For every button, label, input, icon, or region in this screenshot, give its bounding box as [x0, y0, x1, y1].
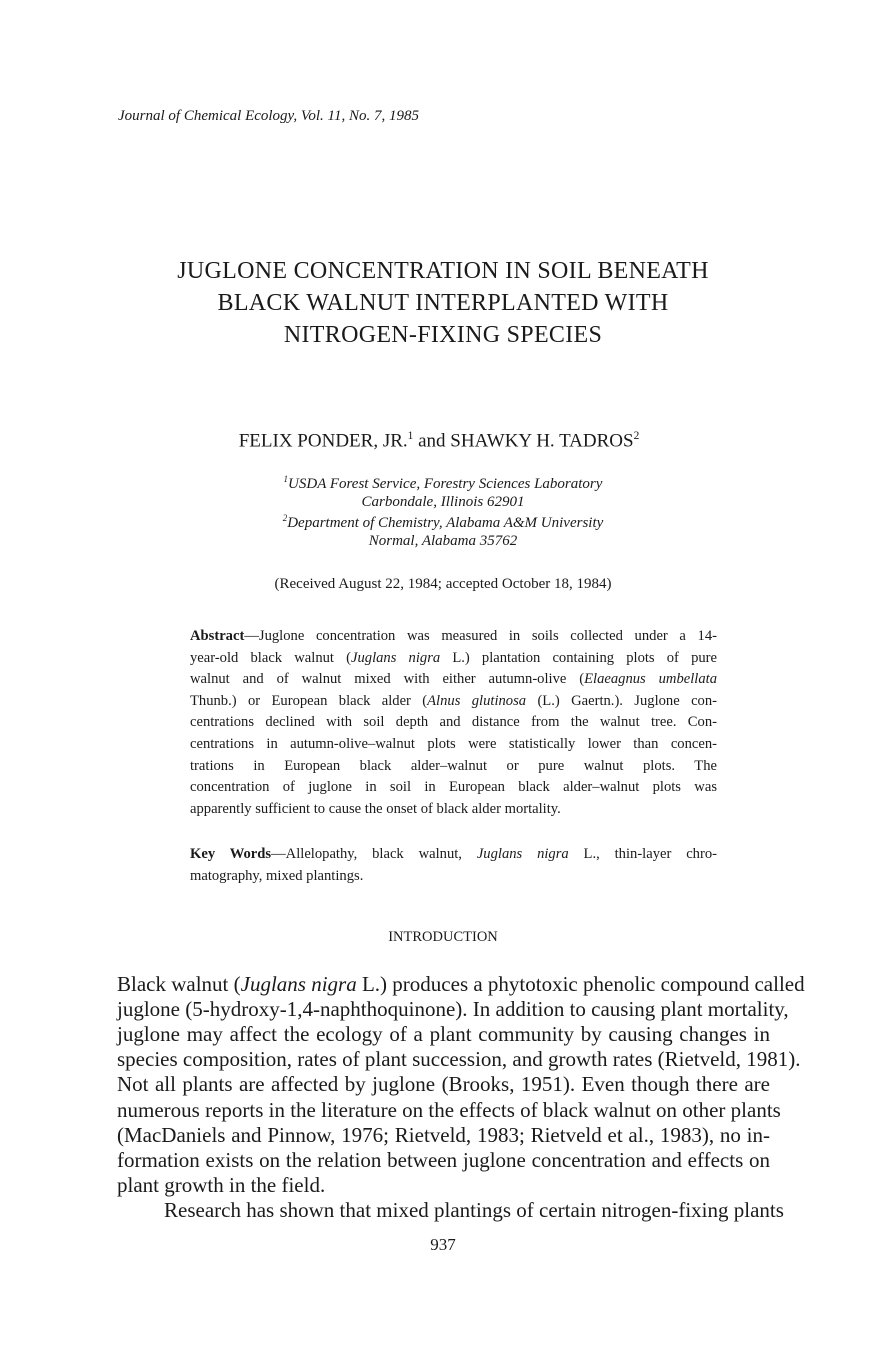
title-line: JUGLONE CONCENTRATION IN SOIL BENEATH	[177, 258, 709, 284]
text-run: Black walnut (	[117, 972, 241, 996]
author-name: SHAWKY H. TADROS	[450, 430, 634, 452]
text-line	[190, 714, 717, 731]
authors	[0, 430, 882, 452]
text-run: juglone may affect the ecology of a plant community by causing changes in	[117, 1022, 770, 1047]
affiliation-line	[0, 533, 886, 550]
text-line	[190, 758, 717, 775]
text-line	[117, 1097, 781, 1123]
received-dates: (Received August 22, 1984; accepted October 18, 1984)	[274, 576, 612, 592]
text-line	[190, 801, 717, 818]
italic-text: Juglans nigra	[240, 972, 357, 996]
text-run: trations in European black alder–walnut or pure walnut plots. The	[190, 757, 717, 774]
text-run: Not all plants are affected by juglone (Brooks, 1951). Even though there are	[117, 1072, 770, 1097]
italic-text: Juglans nigra	[476, 846, 569, 862]
section-heading: INTRODUCTION	[388, 929, 498, 945]
text-line	[190, 693, 717, 710]
text-line	[117, 1173, 770, 1198]
text-line	[117, 1148, 770, 1173]
author-name: FELIX PONDER, JR.	[238, 430, 408, 452]
bold-label: Abstract	[190, 628, 245, 644]
italic-text: Elaeagnus umbellata	[584, 671, 717, 688]
text-line	[190, 628, 717, 645]
text-run: (MacDaniels and Pinnow, 1976; Rietveld, 1983; Rietveld et al., 1983), no in-	[117, 1122, 770, 1147]
affiliation-text: Normal, Alabama 35762	[368, 533, 518, 549]
text-run: juglone (5-hydroxy-1,4-naphthoquinone). In addition to causing plant mortality,	[117, 997, 789, 1022]
text-run: L.) plantation containing plots of pure	[440, 649, 718, 666]
affiliation-text: Department of Chemistry, Alabama A&M University	[287, 515, 604, 531]
author-conjunction: and	[413, 430, 451, 452]
text-run: L.) produces a phytotoxic phenolic compound called	[356, 972, 805, 996]
text-line	[190, 779, 717, 796]
affiliation-line	[0, 513, 886, 532]
text-run: matography, mixed plantings.	[190, 868, 364, 884]
text-run: centrations declined with soil depth and distance from the walnut tree. Con-	[190, 714, 717, 731]
text-run: centrations in autumn-olive–walnut plots were statistically lower than concen-	[190, 736, 717, 752]
italic-text: Alnus glutinosa	[427, 692, 527, 709]
text-run: Thunb.) or European black alder (	[190, 692, 428, 709]
text-run: L., thin-layer chro-	[568, 846, 717, 862]
text-line	[117, 1047, 801, 1072]
title-line: BLACK WALNUT INTERPLANTED WITH	[217, 290, 669, 316]
bold-label: Key Words	[190, 846, 272, 862]
affiliation-marker: 1	[407, 430, 414, 442]
text-line	[117, 1123, 770, 1148]
affiliation-marker: 2	[633, 430, 640, 442]
text-line	[190, 736, 717, 753]
affiliation-line	[0, 494, 886, 511]
page-number: 937	[430, 1235, 456, 1254]
text-line	[190, 650, 717, 667]
text-line	[117, 997, 789, 1022]
text-run: walnut and of walnut mixed with either autumn-olive (	[190, 671, 585, 688]
text-line	[190, 671, 717, 688]
affiliation-text: USDA Forest Service, Forestry Sciences Laboratory	[288, 476, 603, 492]
affiliation-marker: 1	[283, 474, 289, 484]
text-line	[117, 972, 805, 997]
text-run: (L.) Gaertn.). Juglone con-	[526, 692, 718, 709]
text-run: apparently sufficient to cause the onset of black alder mortality.	[190, 800, 561, 817]
affiliation-text: Carbondale, Illinois 62901	[361, 494, 525, 510]
text-run: concentration of juglone in soil in European black alder–walnut plots was	[190, 779, 717, 796]
text-run: formation exists on the relation between juglone concentration and effects on	[117, 1147, 770, 1172]
affiliation-line	[0, 474, 886, 493]
text-line	[117, 1197, 784, 1223]
text-run: plant growth in the field.	[117, 1172, 326, 1197]
text-run: Research has shown that mixed plantings of certain nitrogen-fixing plants	[164, 1197, 784, 1222]
affiliation-marker: 2	[282, 513, 288, 523]
text-line	[117, 1072, 770, 1097]
running-head: Journal of Chemical Ecology, Vol. 11, No. 7, 1985	[118, 108, 419, 124]
text-run: —Allelopathy, black walnut,	[271, 846, 477, 862]
text-line	[117, 1022, 770, 1047]
text-line	[190, 846, 717, 863]
title-line: NITROGEN-FIXING SPECIES	[283, 322, 603, 348]
text-run: numerous reports in the literature on the effects of black walnut on other plants	[117, 1097, 781, 1122]
italic-text: Juglans nigra	[351, 649, 441, 666]
text-run: species composition, rates of plant succession, and growth rates (Rietveld, 1981).	[117, 1047, 801, 1072]
text-run: year-old black walnut (	[190, 649, 351, 666]
text-run: —Juglone concentration was measured in soils collected under a 14-	[244, 628, 717, 644]
text-line	[190, 868, 717, 885]
